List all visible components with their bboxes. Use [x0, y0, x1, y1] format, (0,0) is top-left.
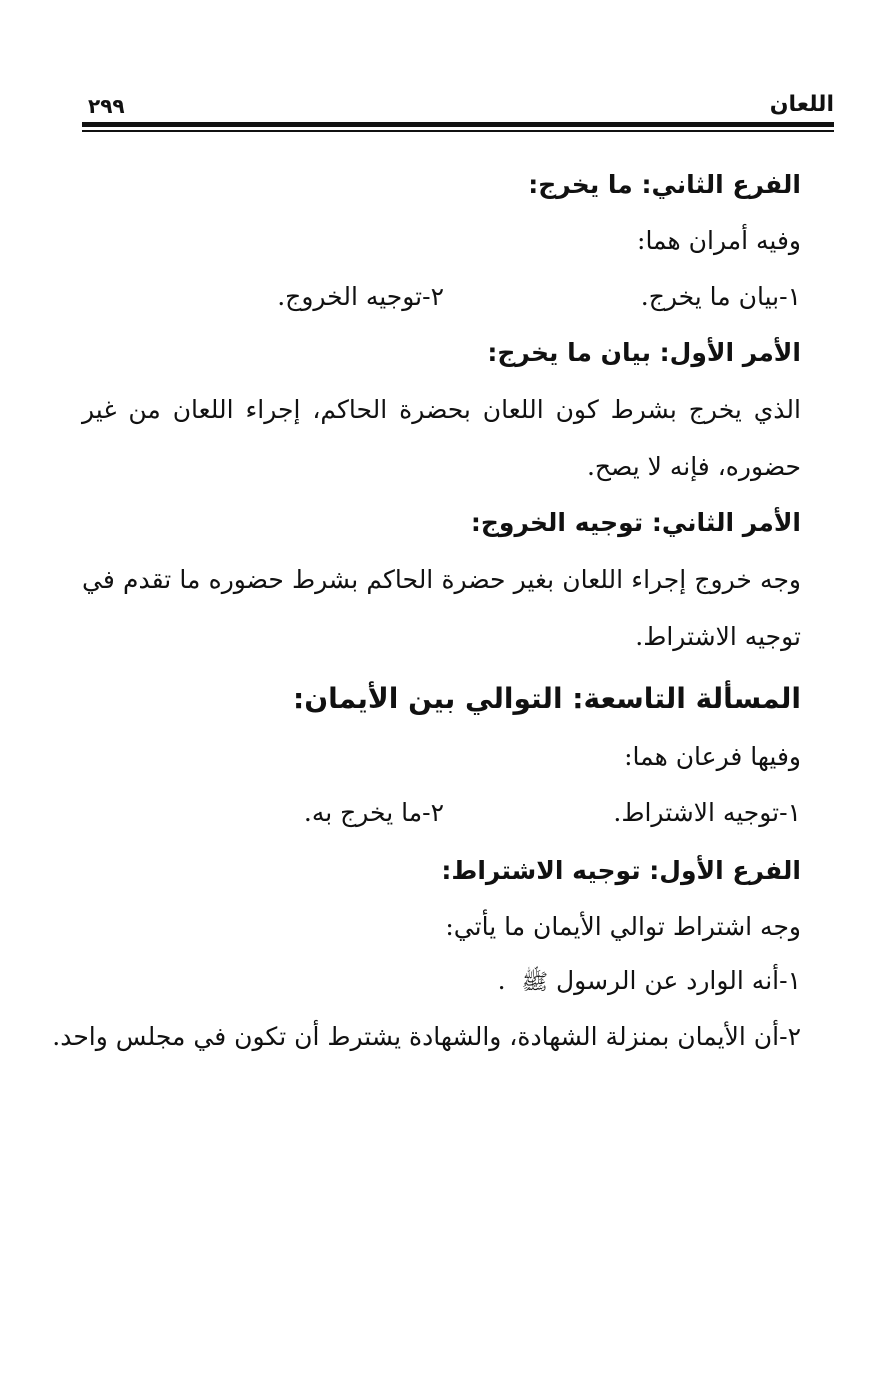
issue9-item-1: ١-توجيه الاشتراط. — [613, 798, 801, 827]
branch2-intro: وفيه أمران هما: — [637, 226, 801, 255]
issue9-intro: وفيها فرعان هما: — [624, 742, 801, 771]
header-rule-thin — [82, 130, 834, 132]
branch2-item-1: ١-بيان ما يخرج. — [640, 282, 801, 311]
issue9-item-2: ٢-ما يخرج به. — [303, 798, 444, 827]
matter1-paragraph-line2: حضوره، فإنه لا يصح. — [586, 452, 801, 481]
page-number: ٢٩٩ — [88, 94, 125, 118]
branch1-intro: وجه اشتراط توالي الأيمان ما يأتي: — [445, 912, 801, 941]
salutation-seal-icon: ﷺ — [521, 970, 549, 995]
branch2-item-2: ٢-توجيه الخروج. — [277, 282, 444, 311]
branch1-point-1-end: . — [497, 966, 506, 995]
chapter-title: اللعان — [769, 92, 834, 117]
issue9-heading: المسألة التاسعة: التوالي بين الأيمان: — [293, 682, 801, 715]
matter1-heading: الأمر الأول: بيان ما يخرج: — [487, 338, 801, 367]
branch1-point-1 — [498, 966, 801, 1000]
matter2-paragraph-line2: توجيه الاشتراط. — [635, 622, 801, 651]
branch1-heading: الفرع الأول: توجيه الاشتراط: — [441, 856, 801, 885]
header-rule-thick — [82, 122, 834, 127]
branch1-point-2: ٢-أن الأيمان بمنزلة الشهادة، والشهادة يشترط أن تكون في مجلس واحد. — [52, 1022, 801, 1051]
branch2-heading: الفرع الثاني: ما يخرج: — [528, 170, 801, 199]
branch1-point-1-text: ١-أنه الوارد عن الرسول — [556, 966, 801, 995]
matter2-paragraph-line1: وجه خروج إجراء اللعان بغير حضرة الحاكم بشرط حضوره ما تقدم في — [82, 565, 801, 594]
matter1-paragraph-line1: الذي يخرج بشرط كون اللعان بحضرة الحاكم، إجراء اللعان من غير — [82, 395, 801, 424]
matter2-heading: الأمر الثاني: توجيه الخروج: — [470, 508, 801, 537]
